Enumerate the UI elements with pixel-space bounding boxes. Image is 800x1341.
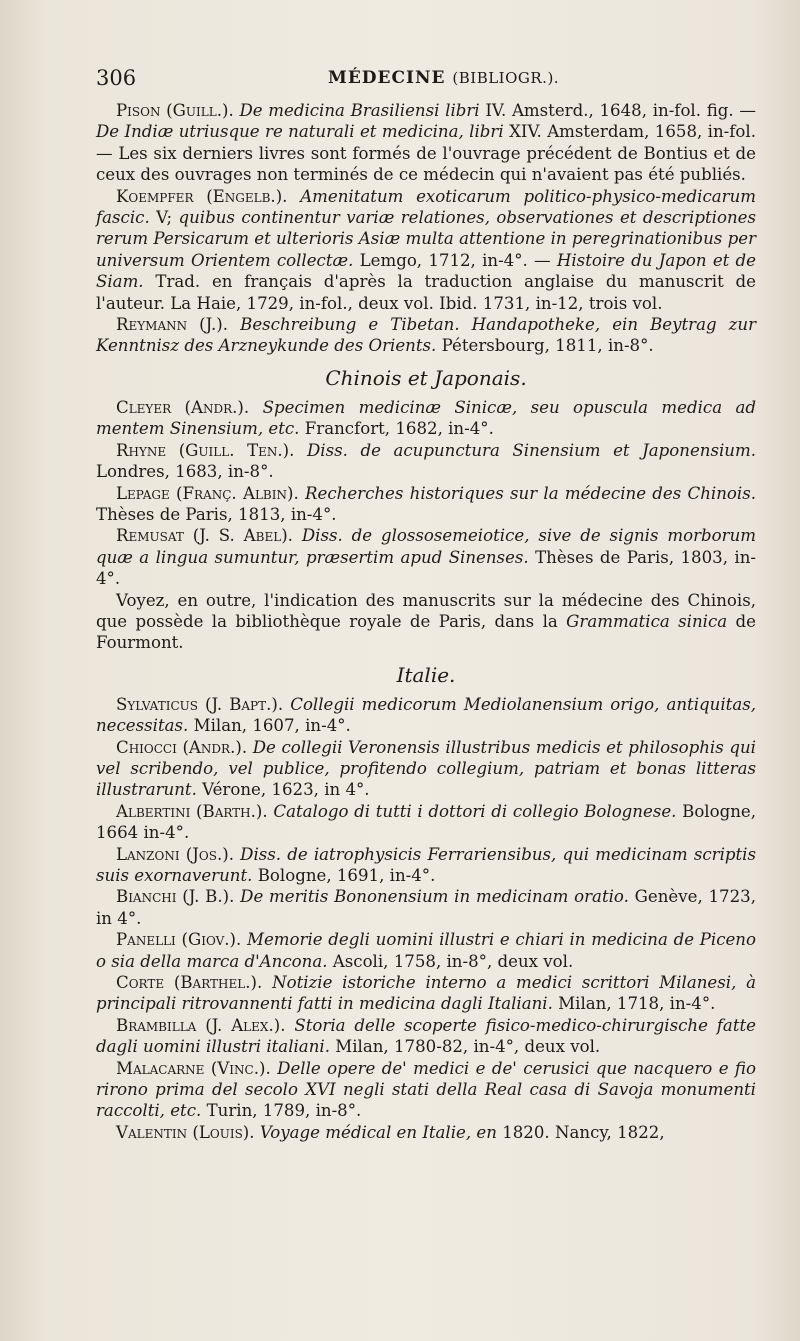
entry-details: XIV. Amsterdam, 1658, in-fol. — Les six derniers livres sont formés de l'ouvrage précédent de Bontius et de ceux des ouvrages non terminés de ce médecin qui n'avaient pas été publiés. [96,122,756,185]
entry-title: Memorie degli uomini illustri e chiari in medicina de Piceno o sia della marca d'Ancona. [96,930,756,971]
entry-author: Remusat (J. S. Abel). [116,526,293,546]
entry-details: Trad. en français d'après la traduction anglaise du manuscrit de l'auteur. La Haie, 1729, in-fol., deux vol. Ibid. 1731, in-12, trois vol. [96,272,756,313]
entry-title: De meritis Bononensium in medicinam oratio. [240,887,629,907]
entry-details: Thèses de Paris, 1813, in-4°. [96,504,337,524]
entry-title: De collegii Veronensis illustribus medicis et philosophis qui vel scribendo, vel publice, profitendo collegium, patriam et bonas litteras illustrarunt. [96,737,756,800]
bib-entry [96,801,756,844]
running-title-main: MÉDECINE [328,68,446,88]
section-heading-italie: Italie. [396,662,456,687]
entry-title: De Indiæ utriusque re naturali et medicina, libri [96,122,504,142]
entry-author: Pison (Guill.). [116,101,234,120]
entry-author: Koempfer (Engelb.). [116,186,288,206]
entry-author: Albertini (Barth.). [116,801,268,821]
entry-author: Reymann (J.). [116,315,229,335]
entry-details: Ascoli, 1758, in-8°, deux vol. [327,951,574,971]
entry-details: V; [149,208,179,228]
running-title [328,68,559,88]
entry-details: Vérone, 1623, in 4°. [196,780,370,800]
entry-title: Beschreibung e Tibetan. Handapotheke, ein Beytrag zur Kenntnisz des Arzneykunde des Orients. [96,315,757,356]
page-body [96,100,756,1143]
entry-title: Storia delle scoperte fisico-medico-chirurgische fatte dagli uomini illustri italiani. [96,1015,756,1057]
bib-entry [96,737,756,801]
entry-title: Voyage médical en Italie, en [259,1122,497,1142]
entry-title: Notizie istoriche interno a medici scrittori Milanesi, à principali ritrovannenti fatti in medicina dagli Italiani. [96,973,757,1014]
bib-entry [96,1015,756,1058]
entry-title: De medicina Brasiliensi libri [239,101,480,120]
entry-author: Rhyne (Guill. Ten.). [116,440,295,460]
entry-title: Delle opere de' medici e de' cerusici que nacquero e fio rirono prima del secolo XVI negli stati della Real casa di Savoja monumenti raccolti, etc. [96,1058,756,1121]
entry-title: Diss. de iatrophysicis Ferrariensibus, qui medicinam scriptis suis exornaverunt. [96,844,756,885]
entry-author: Bianchi (J. B.). [116,887,235,907]
entry-author: Brambilla (J. Alex.). [116,1015,286,1035]
note-text: Voyez, en outre, l'indication des manuscrits sur la médecine des Chinois, que possède la bibliothèque royale de Paris, dans la [96,590,756,631]
entry-title: Specimen medicinæ Sinicæ, seu opuscula medica ad mentem Sinensium, etc. [96,397,756,439]
entry-details: Bologne, 1664 in-4°. [96,801,757,843]
bib-entry [96,314,756,357]
entry-title: quibus continentur variæ relationes, observationes et descriptiones rerum Persicarum et ulterioris Asiæ multa attentione in peregrinationibus per universum Orientem collectæ. [96,208,756,270]
entry-title: Amenitatum exoticarum politico-physico-medicarum fascic. [96,186,757,228]
bib-entry [96,694,756,737]
page-number: 306 [96,66,137,90]
entry-author: Corte (Barthel.). [116,973,263,993]
entry-author: Panelli (Giov.). [116,930,242,950]
entry-details: Thèses de Paris, 1803, in-4°. [96,547,756,589]
running-title-sub: (BIBLIOGR.). [452,69,560,87]
entry-details: IV. Amsterd., 1648, in-fol. fig. — [479,101,756,120]
entry-details: Genève, 1723, in 4°. [96,887,756,928]
bib-entry [96,186,756,314]
entry-author: Valentin (Louis). [116,1122,255,1142]
entry-details: Pétersbourg, 1811, in-8°. [436,336,654,356]
bib-entry [96,844,756,887]
bib-entry [96,483,756,526]
bib-entry [96,440,756,483]
entry-title: Diss. de glossosemeiotice, sive de signis morborum quæ a lingua sumuntur, præsertim apud Sinenses. [96,526,757,567]
bib-entry [96,1058,756,1122]
bib-entry [96,525,756,589]
entry-title: Diss. de acupunctura Sinensium et Japonensium. [307,440,756,460]
bib-note [96,590,756,654]
entry-details: Bologne, 1691, in-4°. [252,866,436,885]
bib-entry [96,397,756,440]
entry-author: Lepage (Franç. Albin). [116,483,299,503]
bib-entry [96,929,756,972]
bib-entry [96,972,756,1015]
entry-details: Lemgo, 1712, in-4°. — [353,250,557,270]
bib-entry [96,886,756,929]
entry-author: Lanzoni (Jos.). [116,844,234,864]
entry-title: Histoire du Japon et de Siam. [96,250,756,292]
page-header [96,66,756,96]
entry-author: Sylvaticus (J. Bapt.). [116,694,284,714]
entry-title: Collegii medicorum Mediolanensium origo, antiquitas, necessitas. [96,694,756,736]
entry-details: Milan, 1607, in-4°. [188,716,351,736]
bib-entry [96,100,756,186]
entry-details: 1820. Nancy, 1822, [496,1122,665,1142]
note-text: de Fourmont. [96,611,756,653]
section-heading-chinois: Chinois et Japonais. [325,365,527,390]
entry-details: Turin, 1789, in-8°. [201,1101,362,1121]
entry-author: Malacarne (Vinc.). [116,1058,271,1078]
entry-details: Milan, 1780-82, in-4°, deux vol. [329,1037,601,1057]
entry-title: Catalogo di tutti i dottori di collegio Bolognese. [273,801,677,821]
entry-title: Grammatica sinica [566,611,728,631]
entry-details: Londres, 1683, in-8°. [96,462,274,482]
entry-details: Milan, 1718, in-4°. [552,994,716,1014]
bib-entry [96,1122,756,1143]
entry-author: Cleyer (Andr.). [116,397,250,417]
entry-author: Chiocci (Andr.). [116,737,248,757]
entry-title: Recherches historiques sur la médecine des Chinois. [305,483,757,503]
entry-details: Francfort, 1682, in-4°. [299,419,494,439]
